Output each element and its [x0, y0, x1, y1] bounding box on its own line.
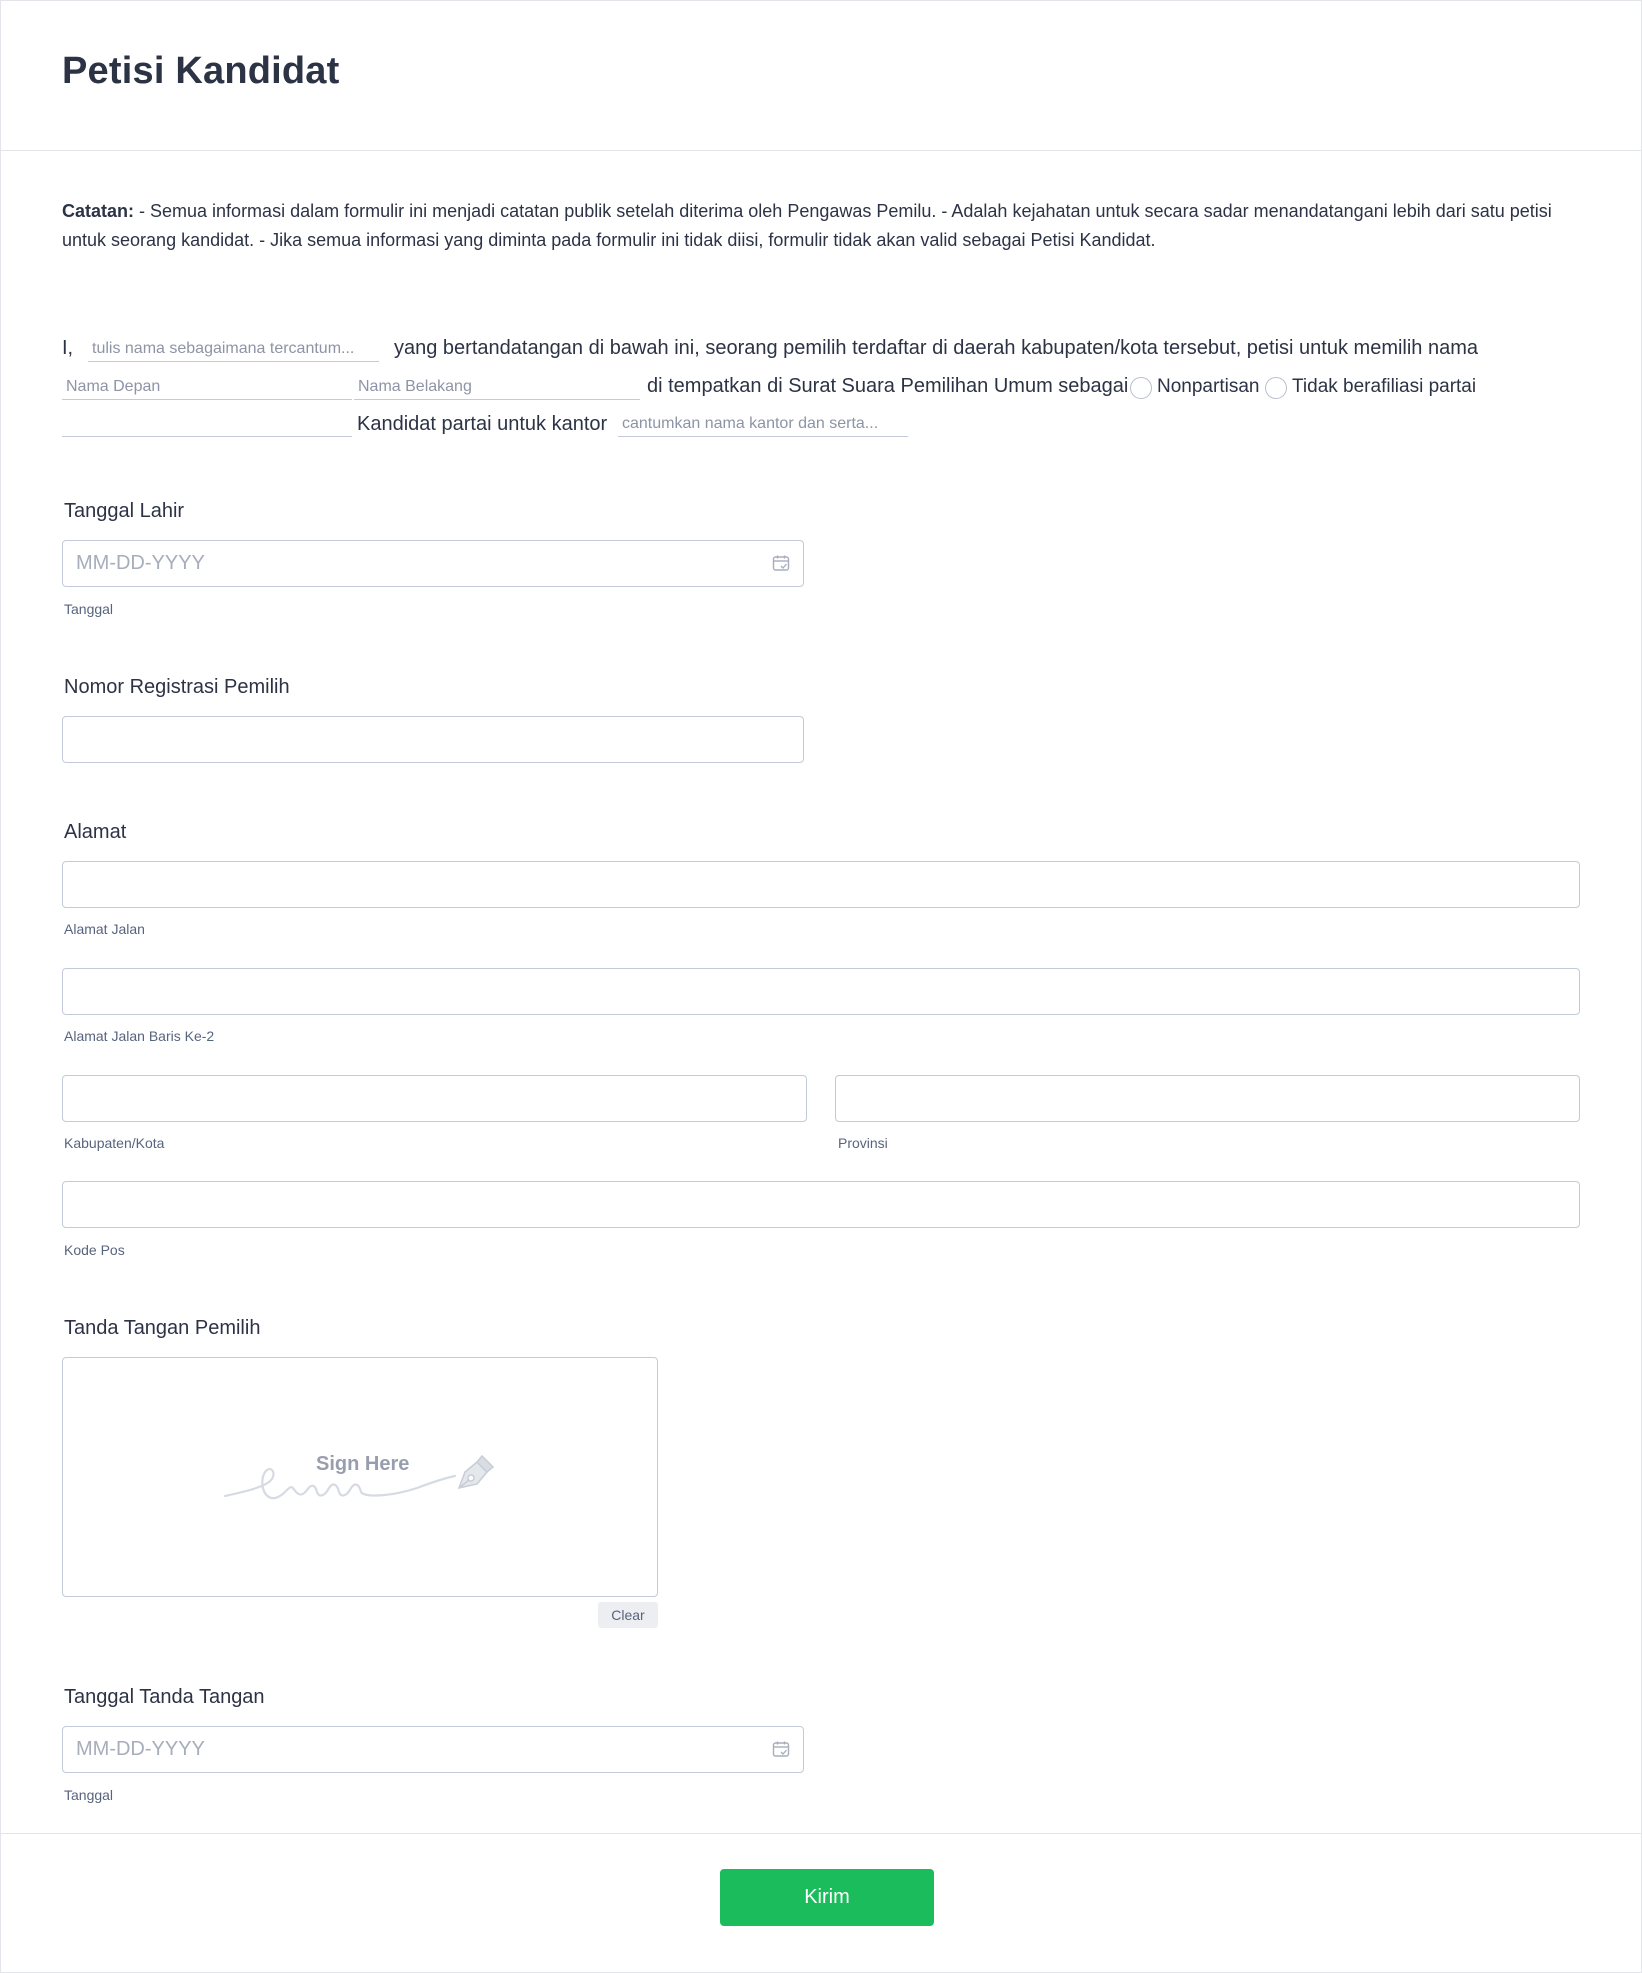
signature-date-input[interactable]	[62, 1726, 804, 1773]
note-label: Catatan:	[62, 201, 135, 221]
radio-nonpartisan-label: Nonpartisan	[1157, 376, 1260, 397]
petition-text-1: yang bertandatangan di bawah ini, seorang pemilih terdaftar di daerah kabupaten/kota tersebut, petisi untuk memilih nama	[394, 337, 1479, 359]
submit-button[interactable]: Kirim	[720, 1869, 934, 1926]
birth-date-sublabel: Tanggal	[64, 601, 114, 617]
signature-pad[interactable]	[62, 1357, 658, 1597]
form-header	[0, 0, 1642, 151]
street-address-input[interactable]	[62, 861, 1580, 908]
note-text: - Semua informasi dalam formulir ini menjadi catatan publik setelah diterima oleh Pengawas Pemilu. - Adalah kejahatan untuk secara sadar menandatangani lebih dari satu petisi untuk seorang kandidat. - Jika semua informasi yang diminta pada formulir ini tidak diisi, formulir tidak akan valid sebagai Petisi Kandidat.	[62, 201, 1552, 250]
city-sublabel: Kabupaten/Kota	[64, 1135, 165, 1151]
signature-date-label: Tanggal Tanda Tangan	[64, 1686, 265, 1708]
birth-date-input[interactable]	[62, 540, 804, 587]
address-label: Alamat	[64, 821, 127, 843]
city-input[interactable]	[62, 1075, 807, 1122]
candidate-last-name-input[interactable]	[354, 374, 640, 400]
radio-unaffiliated-label: Tidak berafiliasi partai	[1292, 376, 1477, 397]
signer-name-input[interactable]	[88, 336, 379, 362]
clear-signature-button[interactable]: Clear	[598, 1602, 658, 1628]
street-address-line2-input[interactable]	[62, 968, 1580, 1015]
street-address-sublabel: Alamat Jalan	[64, 921, 145, 937]
party-name-input[interactable]	[62, 411, 352, 437]
candidate-first-name-input[interactable]	[62, 374, 352, 400]
signature-label: Tanda Tangan Pemilih	[64, 1317, 261, 1339]
voter-registration-label: Nomor Registrasi Pemilih	[64, 676, 290, 698]
street-address-line2-sublabel: Alamat Jalan Baris Ke-2	[64, 1028, 215, 1044]
postal-code-input[interactable]	[62, 1181, 1580, 1228]
province-sublabel: Provinsi	[838, 1135, 888, 1151]
page-title: Petisi Kandidat	[62, 50, 340, 92]
birth-date-label: Tanggal Lahir	[64, 500, 185, 522]
office-name-input[interactable]	[618, 411, 908, 437]
calendar-icon[interactable]	[772, 554, 790, 572]
signature-date-sublabel: Tanggal	[64, 1787, 114, 1803]
petition-text-3: Kandidat partai untuk kantor	[357, 413, 608, 435]
postal-code-sublabel: Kode Pos	[64, 1242, 125, 1258]
pen-icon	[451, 1452, 495, 1492]
radio-nonpartisan[interactable]	[1130, 377, 1152, 399]
sign-here-text: Sign Here	[316, 1453, 410, 1475]
radio-unaffiliated[interactable]	[1265, 377, 1287, 399]
form-note	[62, 197, 1582, 255]
voter-registration-input[interactable]	[62, 716, 804, 763]
province-input[interactable]	[835, 1075, 1580, 1122]
petition-prefix: I,	[62, 337, 74, 359]
calendar-icon[interactable]	[772, 1740, 790, 1758]
petition-text-2: di tempatkan di Surat Suara Pemilihan Umum sebagai	[647, 375, 1129, 397]
